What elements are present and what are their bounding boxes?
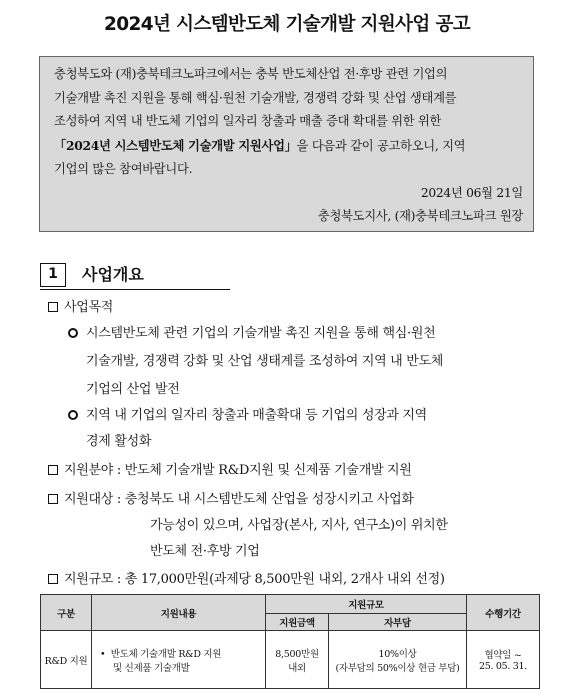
header-period: 수행기간 xyxy=(467,595,540,631)
cell-content xyxy=(92,631,266,689)
content-line: 및 신제품 기술개발 xyxy=(113,662,190,674)
notice-line: 조성하여 지역 내 반도체 기업의 일자리 창출과 매출 증대 확대를 위한 위한 xyxy=(54,114,442,128)
header-scale: 지원규모 xyxy=(266,595,467,614)
field-item xyxy=(48,459,412,478)
period-end: 25. 05. 31. xyxy=(478,661,528,672)
target-continuation: 가능성이 있으며, 사업장(본사, 지사, 연구소)이 위치한 xyxy=(150,518,448,533)
cell-amount xyxy=(266,631,329,689)
content-line xyxy=(100,646,265,660)
support-table xyxy=(40,594,540,689)
bullet-circle-icon xyxy=(68,328,78,338)
amount-note: 내외 xyxy=(288,662,306,674)
purpose-item xyxy=(48,296,113,315)
section-title: 사업개요 xyxy=(82,265,144,284)
section-number: 1 xyxy=(40,263,66,287)
bullet-text: 지역 내 기업의 일자리 창출과 매출확대 등 기업의 성장과 지역 xyxy=(86,408,427,423)
target-continuation: 반도체 전·후방 기업 xyxy=(150,544,260,559)
notice-date: 2024년 06월 21일 xyxy=(420,185,523,200)
notice-box xyxy=(39,56,534,232)
notice-signatory: 충청북도지사, (재)충북테크노파크 원장 xyxy=(317,209,523,223)
target-text: 지원대상 : 충청북도 내 시스템반도체 산업을 성장시키고 사업화 xyxy=(64,492,414,507)
program-name: 「2024년 시스템반도체 기술개발 지원사업」 xyxy=(54,137,297,153)
table-header-row xyxy=(41,595,540,614)
section-underline xyxy=(40,289,230,290)
checkbox-square-icon xyxy=(48,574,58,584)
content-text: 반도체 기술개발 R&D 지원 xyxy=(110,648,222,660)
purpose-bullet-1 xyxy=(68,322,435,341)
scale-text: 지원규모 : 총 17,000만원(과제당 8,500만원 내외, 2개사 내외 선정) xyxy=(64,572,445,587)
purpose-bullet-2 xyxy=(68,404,427,423)
header-content: 지원내용 xyxy=(92,595,266,631)
bullet-dot-icon: • xyxy=(100,648,111,660)
target-item xyxy=(48,488,414,507)
cell-self xyxy=(329,631,467,689)
cell-category: R&D 지원 xyxy=(41,631,92,689)
header-self: 자부담 xyxy=(329,614,467,631)
notice-line: 기술개발 촉진 지원을 통해 핵심·원천 기술개발, 경쟁력 강화 및 산업 생태계를 xyxy=(54,90,457,105)
self-value: 10%이상 xyxy=(378,648,417,660)
page-title: 2024년 시스템반도체 기술개발 지원사업 공고 xyxy=(103,14,471,35)
field-text: 지원분야 : 반도체 기술개발 R&D지원 및 신제품 기술개발 지원 xyxy=(64,463,412,478)
self-note: (자부담의 50%이상 현금 부담) xyxy=(335,662,460,674)
notice-line xyxy=(54,134,523,159)
table-row xyxy=(41,631,540,689)
bullet-continuation: 경제 활성화 xyxy=(86,434,152,449)
notice-line: 기업의 많은 참여바랍니다. xyxy=(54,162,193,176)
notice-text: 을 다음과 같이 공고하오니, 지역 xyxy=(296,138,466,153)
bullet-text: 시스템반도체 관련 기업의 기술개발 촉진 지원을 통해 핵심·원천 xyxy=(86,326,436,341)
cell-period xyxy=(467,631,540,689)
bullet-continuation: 기업의 산업 발전 xyxy=(86,382,180,397)
checkbox-square-icon xyxy=(48,302,58,312)
amount-value: 8,500만원 xyxy=(275,648,319,660)
bullet-circle-icon xyxy=(68,410,78,420)
bullet-continuation: 기술개발, 경쟁력 강화 및 산업 생태계를 조성하여 지역 내 반도체 xyxy=(86,354,444,369)
checkbox-square-icon xyxy=(48,494,58,504)
section-header xyxy=(40,263,230,289)
header-amount: 지원금액 xyxy=(266,614,329,631)
checkbox-square-icon xyxy=(48,465,58,475)
header-category: 구분 xyxy=(41,595,92,631)
purpose-label: 사업목적 xyxy=(64,300,114,315)
notice-line: 충청북도와 (재)충북테크노파크에서는 충북 반도체산업 전·후방 관련 기업의 xyxy=(54,67,448,81)
scale-item xyxy=(48,568,445,587)
period-start: 협약일 ~ xyxy=(484,650,522,661)
